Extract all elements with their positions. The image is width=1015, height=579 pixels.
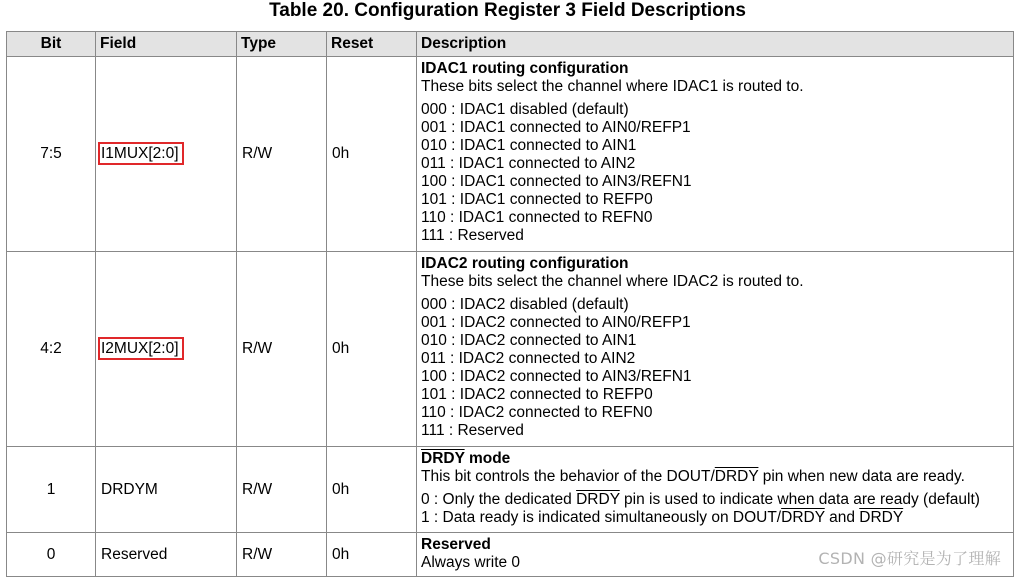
option-line: 110 : IDAC2 connected to REFN0	[421, 404, 653, 421]
drdy-signal-overbar: DRDY	[859, 509, 904, 526]
header-field: Field	[96, 32, 237, 57]
option-line: 111 : Reserved	[421, 422, 524, 439]
table-row	[7, 447, 1014, 533]
field-cell	[96, 57, 237, 252]
option-line: 0 : Only the dedicated DRDY pin is used to indicate when data are ready (default)	[421, 491, 980, 508]
header-reset: Reset	[327, 32, 417, 57]
option-line: 001 : IDAC2 connected to AIN0/REFP1	[421, 314, 691, 331]
header-type: Type	[237, 32, 327, 57]
option-line: 011 : IDAC2 connected to AIN2	[421, 350, 636, 367]
option-line: 010 : IDAC1 connected to AIN1	[421, 137, 637, 154]
drdy-signal-overbar: DRDY	[421, 450, 465, 467]
description-intro: This bit controls the behavior of the DOUT/DRDY pin when new data are ready.	[421, 468, 965, 485]
description-title: IDAC2 routing configuration	[421, 255, 629, 272]
highlighted-field-name: I1MUX[2:0]	[98, 142, 184, 165]
option-line: 010 : IDAC2 connected to AIN1	[421, 332, 637, 349]
description-cell	[417, 57, 1014, 252]
register-field-table	[6, 31, 1014, 577]
reset-cell: 0h	[327, 252, 417, 447]
header-row	[7, 32, 1014, 57]
description-title: DRDY mode	[421, 450, 511, 467]
option-line: 101 : IDAC1 connected to REFP0	[421, 191, 653, 208]
option-line: 011 : IDAC1 connected to AIN2	[421, 155, 636, 172]
description-intro: These bits select the channel where IDAC2 is routed to.	[421, 273, 804, 290]
drdy-signal-overbar: DRDY	[781, 509, 825, 526]
drdy-signal-overbar: DRDY	[714, 468, 759, 485]
option-line: 101 : IDAC2 connected to REFP0	[421, 386, 653, 403]
reset-cell: 0h	[327, 447, 417, 533]
description-cell	[417, 447, 1014, 533]
field-cell	[96, 252, 237, 447]
description-title: Reserved	[421, 536, 491, 553]
drdy-signal-overbar: DRDY	[576, 491, 620, 508]
option-line: 1 : Data ready is indicated simultaneously on DOUT/DRDY and DRDY	[421, 509, 904, 526]
description-intro: Always write 0	[421, 554, 521, 571]
table-row	[7, 252, 1014, 447]
reset-cell: 0h	[327, 533, 417, 577]
option-line: 000 : IDAC2 disabled (default)	[421, 296, 629, 313]
table-title: Table 20. Configuration Register 3 Field Descriptions	[269, 0, 746, 21]
option-line: 100 : IDAC1 connected to AIN3/REFN1	[421, 173, 692, 190]
option-line: 100 : IDAC2 connected to AIN3/REFN1	[421, 368, 692, 385]
field-cell: DRDYM	[96, 447, 237, 533]
bit-cell: 4:2	[7, 252, 96, 447]
highlighted-field-name: I2MUX[2:0]	[98, 337, 184, 360]
bit-cell: 7:5	[7, 57, 96, 252]
csdn-watermark: CSDN @研究是为了理解	[818, 549, 1001, 568]
reset-cell: 0h	[327, 57, 417, 252]
option-line: 111 : Reserved	[421, 227, 524, 244]
description-intro: These bits select the channel where IDAC1 is routed to.	[421, 78, 804, 95]
field-cell: Reserved	[96, 533, 237, 577]
type-cell: R/W	[237, 447, 327, 533]
bit-cell: 1	[7, 447, 96, 533]
option-line: 001 : IDAC1 connected to AIN0/REFP1	[421, 119, 691, 136]
header-bit: Bit	[7, 32, 96, 57]
description-title: IDAC1 routing configuration	[421, 60, 629, 77]
table-row	[7, 57, 1014, 252]
header-description: Description	[417, 32, 1014, 57]
type-cell: R/W	[237, 533, 327, 577]
type-cell: R/W	[237, 57, 327, 252]
type-cell: R/W	[237, 252, 327, 447]
option-line: 000 : IDAC1 disabled (default)	[421, 101, 629, 118]
bit-cell: 0	[7, 533, 96, 577]
description-cell	[417, 252, 1014, 447]
option-line: 110 : IDAC1 connected to REFN0	[421, 209, 653, 226]
